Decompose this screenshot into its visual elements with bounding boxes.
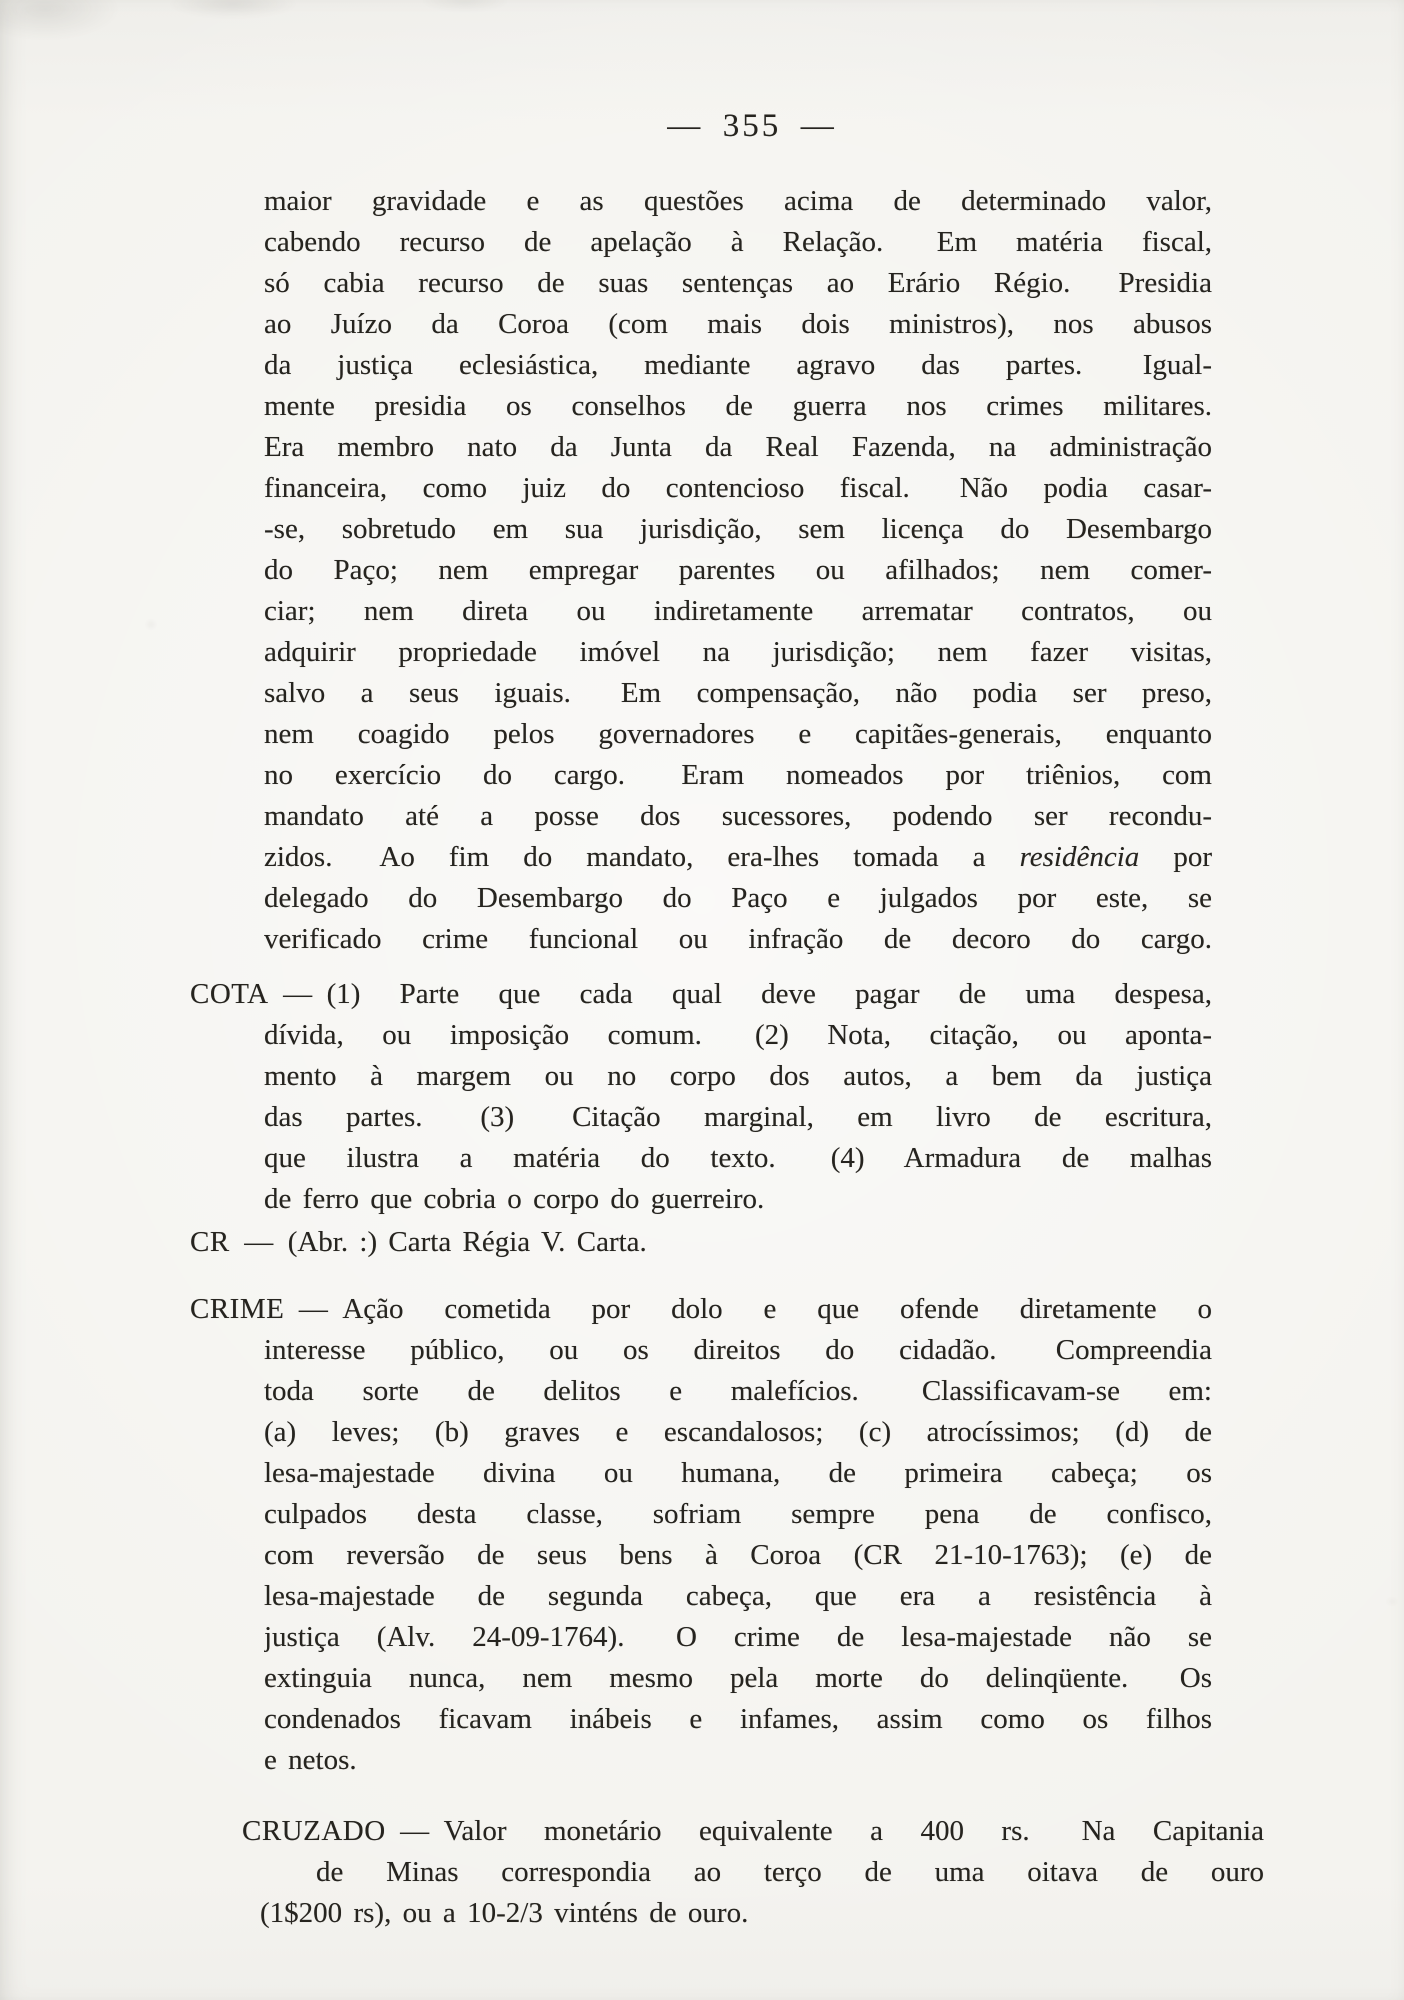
text-run: de Minas correspondia ao terço de uma oitava de ouro — [316, 1856, 1264, 1888]
scan-artifact — [420, 0, 510, 12]
text-line — [264, 222, 1212, 263]
text-line — [264, 509, 1212, 550]
text-run: que ilustra a matéria do texto. (4) Armadura de malhas — [264, 1142, 1212, 1174]
text-line: COTA — (1) Parte que cada qual deve pagar de uma despesa, — [190, 978, 1212, 1010]
scan-artifact — [1386, 1598, 1398, 1605]
text-line — [316, 1852, 1264, 1893]
text-line — [264, 837, 1212, 878]
text-run: lesa-majestade divina ou humana, de primeira cabeça; os — [264, 1457, 1212, 1489]
text-line — [264, 1330, 1212, 1371]
entry-crime — [190, 1289, 1212, 1781]
text-line — [264, 550, 1212, 591]
text-line — [264, 1179, 1212, 1220]
text-run: de ferro que cobria o corpo do guerreiro. — [264, 1183, 765, 1215]
text-run: verificado crime funcional ou infração de decoro do cargo. — [264, 923, 1212, 955]
text-line — [260, 1893, 1264, 1934]
text-line — [264, 1138, 1212, 1179]
text-line — [264, 304, 1212, 345]
text-run: maior gravidade e as questões acima de determinado valor, — [264, 185, 1212, 217]
text-line — [264, 1576, 1212, 1617]
text-line — [264, 1658, 1212, 1699]
text-run: extinguia nunca, nem mesmo pela morte do delinqüente. Os — [264, 1662, 1212, 1694]
text-line — [264, 427, 1212, 468]
scan-artifact — [146, 620, 156, 629]
text-run: só cabia recurso de suas sentenças ao Erário Régio. Presidia — [264, 267, 1212, 299]
text-line: CRIME — Ação cometida por dolo e que ofende diretamente o — [190, 1293, 1212, 1325]
text-run: toda sorte de delitos e malefícios. Classificavam-se em: — [264, 1375, 1212, 1407]
text-line: CR — (Abr. :) Carta Régia V. Carta. — [190, 1226, 647, 1258]
text-run: no exercício do cargo. Eram nomeados por triênios, com — [264, 759, 1212, 791]
text-run: ao Juízo da Coroa (com mais dois ministros), nos abusos — [264, 308, 1212, 340]
text-line — [264, 1699, 1212, 1740]
text-line — [264, 1740, 1212, 1781]
text-run: (Abr. :) Carta Régia V. Carta. — [287, 1226, 647, 1258]
text-run: e netos. — [264, 1744, 357, 1776]
text-run: (1) Parte que cada qual deve pagar de uma despesa, — [326, 978, 1212, 1010]
scan-artifact — [0, 0, 120, 40]
entry-term: CRUZADO — [242, 1815, 386, 1847]
text-line — [264, 878, 1212, 919]
text-line — [264, 181, 1212, 222]
text-line — [264, 796, 1212, 837]
text-run: zidos. Ao fim do mandato, era-lhes tomada a — [264, 841, 1020, 873]
text-run: -se, sobretudo em sua jurisdição, sem licença do Desembargo — [264, 513, 1212, 545]
text-run: mente presidia os conselhos de guerra nos crimes militares. — [264, 390, 1212, 422]
text-run: mandato até a posse dos sucessores, podendo ser recondu- — [264, 800, 1212, 832]
text-run: das partes. (3) Citação marginal, em livro de escritura, — [264, 1101, 1212, 1133]
text-line — [264, 1494, 1212, 1535]
text-run: dívida, ou imposição comum. (2) Nota, citação, ou aponta- — [264, 1019, 1212, 1051]
entry-cruzado — [242, 1811, 1264, 1934]
text-run: adquirir propriedade imóvel na jurisdição; nem fazer visitas, — [264, 636, 1212, 668]
text-run: com reversão de seus bens à Coroa (CR 21-10-1763); (e) de — [264, 1539, 1212, 1571]
text-line: CRUZADO — Valor monetário equivalente a 400 rs. Na Capitania — [242, 1815, 1264, 1847]
text-line — [264, 1535, 1212, 1576]
text-line — [264, 591, 1212, 632]
text-line — [264, 919, 1212, 960]
text-line — [264, 1056, 1212, 1097]
text-run: justiça (Alv. 24-09-1764). O crime de lesa-majestade não se — [264, 1621, 1212, 1653]
text-line — [264, 1371, 1212, 1412]
text-run: delegado do Desembargo do Paço e julgados por este, se — [264, 882, 1212, 914]
text-run: (a) leves; (b) graves e escandalosos; (c) atrocíssimos; (d) de — [264, 1416, 1212, 1448]
text-run: financeira, como juiz do contencioso fiscal. Não podia casar- — [264, 472, 1212, 504]
text-run: cabendo recurso de apelação à Relação. Em matéria fiscal, — [264, 226, 1212, 258]
text-run: Valor monetário equivalente a 400 rs. Na Capitania — [443, 1815, 1264, 1847]
text-run: condenados ficavam inábeis e infames, assim como os filhos — [264, 1703, 1212, 1735]
entry-cota — [190, 974, 1212, 1220]
text-line — [264, 263, 1212, 304]
text-run: interesse público, ou os direitos do cidadão. Compreendia — [264, 1334, 1212, 1366]
entry-cr — [190, 1222, 1212, 1263]
text-run: Ação cometida por dolo e que ofende diretamente o — [342, 1293, 1212, 1325]
text-line — [264, 632, 1212, 673]
text-line — [264, 1015, 1212, 1056]
text-line — [264, 1453, 1212, 1494]
page-number: — 355 — — [667, 108, 837, 144]
text-line — [264, 468, 1212, 509]
text-line — [264, 714, 1212, 755]
text-line — [264, 1412, 1212, 1453]
text-run: mento à margem ou no corpo dos autos, a bem da justiça — [264, 1060, 1212, 1092]
text-run: culpados desta classe, sofriam sempre pena de confisco, — [264, 1498, 1212, 1530]
text-line — [264, 673, 1212, 714]
text-run: lesa-majestade de segunda cabeça, que era a resistência à — [264, 1580, 1212, 1612]
text-run: Era membro nato da Junta da Real Fazenda, na administração — [264, 431, 1212, 463]
text-run: ciar; nem direta ou indiretamente arrematar contratos, ou — [264, 595, 1212, 627]
entry-term: COTA — [190, 978, 269, 1010]
text-run: residência — [1019, 841, 1140, 873]
text-run: por — [1139, 841, 1212, 873]
text-line — [264, 386, 1212, 427]
paragraph-continuation — [190, 181, 1212, 960]
text-run: salvo a seus iguais. Em compensação, não podia ser preso, — [264, 677, 1212, 709]
text-run: nem coagido pelos governadores e capitães-generais, enquanto — [264, 718, 1212, 750]
entry-term: CR — [190, 1226, 230, 1258]
entry-term: CRIME — [190, 1293, 285, 1325]
text-line — [264, 755, 1212, 796]
text-block — [190, 181, 1264, 1934]
text-run: (1$200 rs), ou a 10-2/3 vinténs de ouro. — [260, 1897, 749, 1929]
scan-artifact — [168, 0, 298, 18]
text-line — [264, 1097, 1212, 1138]
text-run: da justiça eclesiástica, mediante agravo das partes. Igual- — [264, 349, 1212, 381]
text-line — [264, 1617, 1212, 1658]
text-line — [264, 345, 1212, 386]
text-run: do Paço; nem empregar parentes ou afilhados; nem comer- — [264, 554, 1212, 586]
